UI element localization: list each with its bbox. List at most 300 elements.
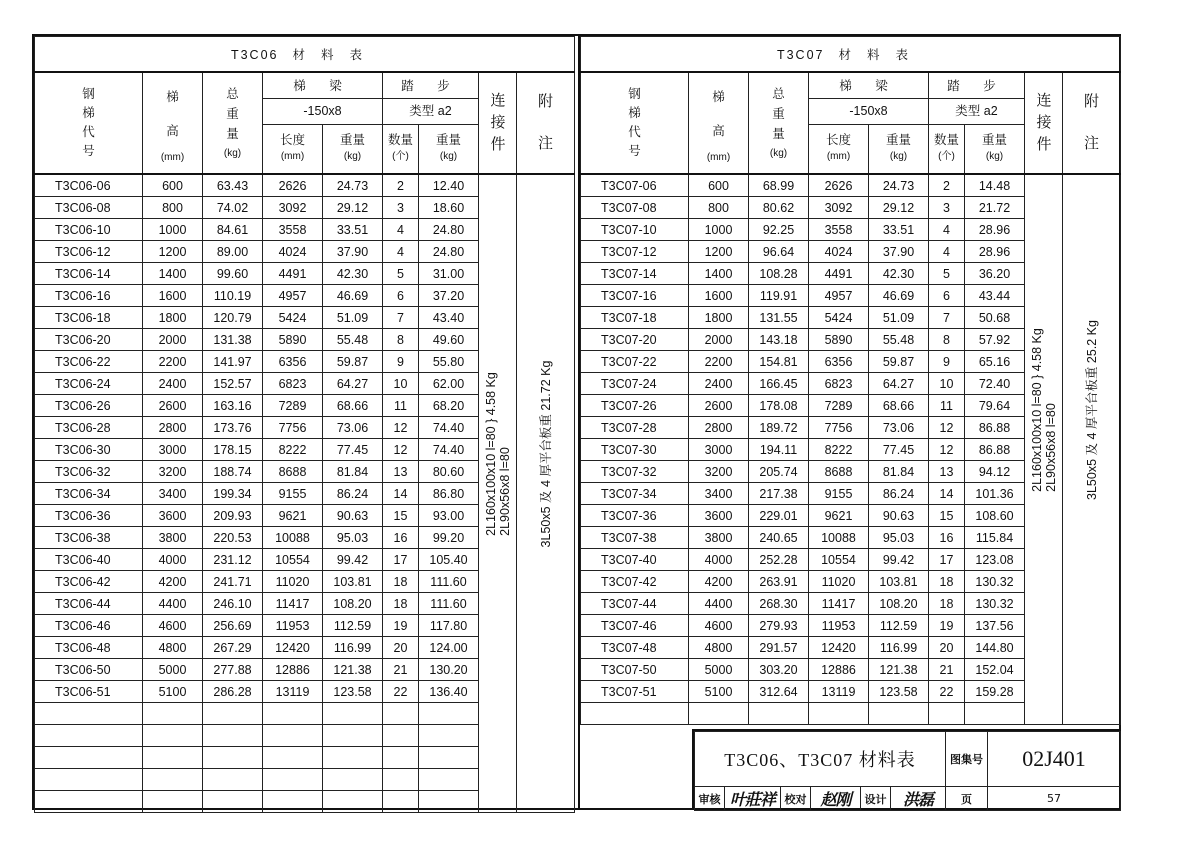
cell-step-weight: 124.00 bbox=[419, 637, 479, 659]
header-connector: 连接件 bbox=[1025, 72, 1063, 174]
note-cell bbox=[1063, 174, 1121, 725]
cell-beam-weight: 55.48 bbox=[323, 329, 383, 351]
cell-step-weight: 99.20 bbox=[419, 527, 479, 549]
cell-count: 8 bbox=[383, 329, 419, 351]
cell-count: 11 bbox=[929, 395, 965, 417]
cell-length: 3092 bbox=[809, 197, 869, 219]
cell-length: 4957 bbox=[809, 285, 869, 307]
cell-height: 1400 bbox=[689, 263, 749, 285]
cell-code: T3C06-26 bbox=[35, 395, 143, 417]
cell-code: T3C07-22 bbox=[581, 351, 689, 373]
cell-height: 1200 bbox=[689, 241, 749, 263]
cell-step-weight: 117.80 bbox=[419, 615, 479, 637]
cell-beam-weight: 86.24 bbox=[869, 483, 929, 505]
table-t3c06-container bbox=[34, 36, 575, 813]
cell-code: T3C07-24 bbox=[581, 373, 689, 395]
cell-step-weight: 115.84 bbox=[965, 527, 1025, 549]
cell-height: 3800 bbox=[689, 527, 749, 549]
cell-step-weight: 111.60 bbox=[419, 593, 479, 615]
cell-total-weight: 119.91 bbox=[749, 285, 809, 307]
cell-height: 1200 bbox=[143, 241, 203, 263]
cell-total-weight: 268.30 bbox=[749, 593, 809, 615]
table-title bbox=[35, 37, 575, 73]
cell-step-weight: 80.60 bbox=[419, 461, 479, 483]
note-cell bbox=[517, 174, 575, 813]
cell-beam-weight: 116.99 bbox=[323, 637, 383, 659]
cell-height: 1600 bbox=[143, 285, 203, 307]
cell-beam-weight: 77.45 bbox=[323, 439, 383, 461]
cell-count: 7 bbox=[383, 307, 419, 329]
cell-count: 17 bbox=[929, 549, 965, 571]
cell-code: T3C06-14 bbox=[35, 263, 143, 285]
cell-code: T3C07-20 bbox=[581, 329, 689, 351]
cell-code: T3C06-28 bbox=[35, 417, 143, 439]
cell-count: 19 bbox=[383, 615, 419, 637]
cell-height: 2600 bbox=[143, 395, 203, 417]
table-t3c07-container bbox=[580, 36, 1121, 725]
cell-code: T3C07-32 bbox=[581, 461, 689, 483]
table-row bbox=[581, 174, 1121, 197]
cell-step-weight: 50.68 bbox=[965, 307, 1025, 329]
cell-step-weight: 28.96 bbox=[965, 241, 1025, 263]
cell-count: 11 bbox=[383, 395, 419, 417]
check-label: 校对 bbox=[781, 787, 811, 811]
cell-count: 20 bbox=[383, 637, 419, 659]
cell-length: 2626 bbox=[263, 174, 323, 197]
table-row bbox=[35, 174, 575, 197]
cell-length: 12420 bbox=[809, 637, 869, 659]
cell-height: 3400 bbox=[689, 483, 749, 505]
cell-code: T3C07-10 bbox=[581, 219, 689, 241]
cell-code: T3C07-46 bbox=[581, 615, 689, 637]
cell-code: T3C07-28 bbox=[581, 417, 689, 439]
cell-height: 4200 bbox=[689, 571, 749, 593]
cell-count: 3 bbox=[383, 197, 419, 219]
cell-code: T3C06-46 bbox=[35, 615, 143, 637]
cell-total-weight: 220.53 bbox=[203, 527, 263, 549]
cell-step-weight: 62.00 bbox=[419, 373, 479, 395]
cell-code: T3C07-06 bbox=[581, 174, 689, 197]
cell-step-weight: 74.40 bbox=[419, 439, 479, 461]
cell-length: 3558 bbox=[263, 219, 323, 241]
cell-beam-weight: 37.90 bbox=[869, 241, 929, 263]
cell-beam-weight: 46.69 bbox=[323, 285, 383, 307]
design-label: 设计 bbox=[861, 787, 891, 811]
cell-count: 15 bbox=[383, 505, 419, 527]
material-table bbox=[580, 36, 1121, 725]
connector-text: 2L160x100x10 l=80 } 4.58 Kg bbox=[1029, 327, 1044, 492]
cell-height: 2000 bbox=[689, 329, 749, 351]
cell-length: 4024 bbox=[263, 241, 323, 263]
cell-length: 11020 bbox=[263, 571, 323, 593]
cell-total-weight: 68.99 bbox=[749, 174, 809, 197]
header-step: 踏 步 bbox=[929, 72, 1025, 98]
header-beam-weight: 重量 (kg) bbox=[869, 124, 929, 174]
cell-step-weight: 43.40 bbox=[419, 307, 479, 329]
cell-count: 19 bbox=[929, 615, 965, 637]
cell-beam-weight: 86.24 bbox=[323, 483, 383, 505]
cell-total-weight: 131.38 bbox=[203, 329, 263, 351]
cell-code: T3C06-12 bbox=[35, 241, 143, 263]
cell-step-weight: 111.60 bbox=[419, 571, 479, 593]
cell-total-weight: 205.74 bbox=[749, 461, 809, 483]
cell-beam-weight: 99.42 bbox=[323, 549, 383, 571]
cell-beam-weight: 123.58 bbox=[869, 681, 929, 703]
table-title-code: T3C06 bbox=[230, 48, 279, 62]
cell-count: 10 bbox=[929, 373, 965, 395]
review-signature: 叶莊祥 bbox=[725, 787, 781, 811]
cell-length: 10088 bbox=[263, 527, 323, 549]
header-connector: 连接件 bbox=[479, 72, 517, 174]
cell-step-weight: 152.04 bbox=[965, 659, 1025, 681]
header-beam-spec: -150x8 bbox=[809, 98, 929, 124]
table-title-code: T3C07 bbox=[776, 48, 825, 62]
cell-length: 7756 bbox=[263, 417, 323, 439]
cell-total-weight: 131.55 bbox=[749, 307, 809, 329]
cell-total-weight: 74.02 bbox=[203, 197, 263, 219]
cell-total-weight: 178.15 bbox=[203, 439, 263, 461]
cell-length: 8688 bbox=[263, 461, 323, 483]
cell-total-weight: 96.64 bbox=[749, 241, 809, 263]
cell-code: T3C07-51 bbox=[581, 681, 689, 703]
cell-beam-weight: 121.38 bbox=[323, 659, 383, 681]
cell-length: 9621 bbox=[263, 505, 323, 527]
cell-step-weight: 24.80 bbox=[419, 219, 479, 241]
cell-step-weight: 12.40 bbox=[419, 174, 479, 197]
cell-code: T3C07-12 bbox=[581, 241, 689, 263]
cell-total-weight: 286.28 bbox=[203, 681, 263, 703]
table-title-word: 材料表 bbox=[292, 48, 379, 62]
header-count: 数量 (个) bbox=[929, 124, 965, 174]
cell-height: 600 bbox=[689, 174, 749, 197]
cell-count: 4 bbox=[383, 241, 419, 263]
cell-beam-weight: 24.73 bbox=[323, 174, 383, 197]
cell-length: 11953 bbox=[263, 615, 323, 637]
header-step-spec: 类型 a2 bbox=[929, 98, 1025, 124]
cell-count: 13 bbox=[383, 461, 419, 483]
cell-count: 14 bbox=[383, 483, 419, 505]
cell-count: 2 bbox=[929, 174, 965, 197]
cell-height: 4200 bbox=[143, 571, 203, 593]
cell-beam-weight: 33.51 bbox=[869, 219, 929, 241]
cell-beam-weight: 90.63 bbox=[869, 505, 929, 527]
cell-count: 12 bbox=[383, 417, 419, 439]
cell-code: T3C06-10 bbox=[35, 219, 143, 241]
cell-count: 4 bbox=[929, 241, 965, 263]
cell-length: 7756 bbox=[809, 417, 869, 439]
cell-count: 5 bbox=[383, 263, 419, 285]
cell-length: 2626 bbox=[809, 174, 869, 197]
cell-height: 2000 bbox=[143, 329, 203, 351]
connector-cell bbox=[1025, 174, 1063, 725]
drawing-title: T3C06、T3C07 材料表 bbox=[695, 732, 946, 787]
cell-count: 21 bbox=[929, 659, 965, 681]
cell-count: 14 bbox=[929, 483, 965, 505]
cell-code: T3C06-48 bbox=[35, 637, 143, 659]
cell-step-weight: 130.32 bbox=[965, 593, 1025, 615]
cell-height: 5100 bbox=[689, 681, 749, 703]
header-length: 长度 (mm) bbox=[809, 124, 869, 174]
cell-count: 16 bbox=[383, 527, 419, 549]
cell-total-weight: 99.60 bbox=[203, 263, 263, 285]
header-beam-spec: -150x8 bbox=[263, 98, 383, 124]
connector-text-2: 2L90x56x8 l=80 bbox=[1043, 402, 1058, 492]
cell-total-weight: 256.69 bbox=[203, 615, 263, 637]
cell-beam-weight: 73.06 bbox=[869, 417, 929, 439]
header-beam: 梯 梁 bbox=[263, 72, 383, 98]
cell-total-weight: 312.64 bbox=[749, 681, 809, 703]
cell-total-weight: 163.16 bbox=[203, 395, 263, 417]
cell-total-weight: 291.57 bbox=[749, 637, 809, 659]
cell-total-weight: 279.93 bbox=[749, 615, 809, 637]
cell-height: 2200 bbox=[689, 351, 749, 373]
cell-total-weight: 241.71 bbox=[203, 571, 263, 593]
connector-text: 2L160x100x10 l=80 } 4.58 Kg bbox=[483, 371, 498, 536]
cell-height: 1600 bbox=[689, 285, 749, 307]
cell-total-weight: 173.76 bbox=[203, 417, 263, 439]
cell-length: 12886 bbox=[263, 659, 323, 681]
cell-beam-weight: 112.59 bbox=[323, 615, 383, 637]
cell-step-weight: 28.96 bbox=[965, 219, 1025, 241]
header-step-spec: 类型 a2 bbox=[383, 98, 479, 124]
header-beam-weight: 重量 (kg) bbox=[323, 124, 383, 174]
cell-length: 13119 bbox=[809, 681, 869, 703]
cell-length: 4491 bbox=[809, 263, 869, 285]
cell-height: 3200 bbox=[143, 461, 203, 483]
cell-code: T3C07-08 bbox=[581, 197, 689, 219]
cell-total-weight: 277.88 bbox=[203, 659, 263, 681]
cell-count: 18 bbox=[929, 571, 965, 593]
cell-count: 18 bbox=[383, 571, 419, 593]
cell-code: T3C06-50 bbox=[35, 659, 143, 681]
cell-step-weight: 136.40 bbox=[419, 681, 479, 703]
cell-height: 2800 bbox=[689, 417, 749, 439]
cell-code: T3C06-44 bbox=[35, 593, 143, 615]
cell-height: 5100 bbox=[143, 681, 203, 703]
cell-code: T3C06-38 bbox=[35, 527, 143, 549]
cell-code: T3C07-30 bbox=[581, 439, 689, 461]
cell-height: 4800 bbox=[143, 637, 203, 659]
cell-code: T3C07-40 bbox=[581, 549, 689, 571]
page-number: 57 bbox=[988, 787, 1121, 811]
cell-height: 1000 bbox=[689, 219, 749, 241]
cell-length: 10554 bbox=[809, 549, 869, 571]
cell-step-weight: 36.20 bbox=[965, 263, 1025, 285]
cell-code: T3C06-22 bbox=[35, 351, 143, 373]
cell-count: 9 bbox=[929, 351, 965, 373]
cell-code: T3C06-30 bbox=[35, 439, 143, 461]
cell-length: 13119 bbox=[263, 681, 323, 703]
cell-length: 8222 bbox=[809, 439, 869, 461]
cell-beam-weight: 108.20 bbox=[323, 593, 383, 615]
cell-code: T3C07-48 bbox=[581, 637, 689, 659]
cell-count: 4 bbox=[383, 219, 419, 241]
cell-total-weight: 120.79 bbox=[203, 307, 263, 329]
cell-code: T3C06-40 bbox=[35, 549, 143, 571]
header-code: 钢梯代号 bbox=[35, 72, 143, 174]
cell-code: T3C07-44 bbox=[581, 593, 689, 615]
cell-height: 2800 bbox=[143, 417, 203, 439]
cell-height: 4600 bbox=[689, 615, 749, 637]
cell-total-weight: 80.62 bbox=[749, 197, 809, 219]
cell-step-weight: 72.40 bbox=[965, 373, 1025, 395]
cell-beam-weight: 51.09 bbox=[323, 307, 383, 329]
cell-count: 20 bbox=[929, 637, 965, 659]
connector-cell bbox=[479, 174, 517, 813]
cell-code: T3C07-16 bbox=[581, 285, 689, 307]
cell-code: T3C06-18 bbox=[35, 307, 143, 329]
cell-height: 4800 bbox=[689, 637, 749, 659]
cell-code: T3C07-14 bbox=[581, 263, 689, 285]
cell-height: 3200 bbox=[689, 461, 749, 483]
cell-count: 21 bbox=[383, 659, 419, 681]
cell-step-weight: 24.80 bbox=[419, 241, 479, 263]
header-note: 附注 bbox=[517, 72, 575, 174]
cell-height: 3000 bbox=[689, 439, 749, 461]
header-length: 长度 (mm) bbox=[263, 124, 323, 174]
material-table bbox=[34, 36, 575, 813]
cell-step-weight: 21.72 bbox=[965, 197, 1025, 219]
cell-length: 7289 bbox=[263, 395, 323, 417]
cell-total-weight: 110.19 bbox=[203, 285, 263, 307]
cell-step-weight: 130.20 bbox=[419, 659, 479, 681]
cell-step-weight: 93.00 bbox=[419, 505, 479, 527]
cell-height: 4600 bbox=[143, 615, 203, 637]
cell-total-weight: 209.93 bbox=[203, 505, 263, 527]
cell-beam-weight: 73.06 bbox=[323, 417, 383, 439]
cell-height: 3800 bbox=[143, 527, 203, 549]
cell-total-weight: 143.18 bbox=[749, 329, 809, 351]
cell-beam-weight: 68.66 bbox=[869, 395, 929, 417]
cell-code: T3C07-42 bbox=[581, 571, 689, 593]
cell-length: 12886 bbox=[809, 659, 869, 681]
cell-height: 2600 bbox=[689, 395, 749, 417]
cell-step-weight: 57.92 bbox=[965, 329, 1025, 351]
check-signature: 赵刚 bbox=[811, 787, 861, 811]
cell-beam-weight: 68.66 bbox=[323, 395, 383, 417]
cell-count: 16 bbox=[929, 527, 965, 549]
cell-beam-weight: 33.51 bbox=[323, 219, 383, 241]
cell-step-weight: 49.60 bbox=[419, 329, 479, 351]
cell-code: T3C07-38 bbox=[581, 527, 689, 549]
cell-total-weight: 194.11 bbox=[749, 439, 809, 461]
header-code: 钢梯代号 bbox=[581, 72, 689, 174]
cell-step-weight: 68.20 bbox=[419, 395, 479, 417]
note-text: 3L50x5 及 4 厚平台板重 21.72 Kg bbox=[538, 360, 553, 547]
cell-height: 800 bbox=[689, 197, 749, 219]
cell-beam-weight: 121.38 bbox=[869, 659, 929, 681]
cell-count: 6 bbox=[929, 285, 965, 307]
page-label: 页 bbox=[946, 787, 988, 811]
cell-code: T3C06-42 bbox=[35, 571, 143, 593]
cell-height: 1000 bbox=[143, 219, 203, 241]
cell-length: 4957 bbox=[263, 285, 323, 307]
cell-length: 4491 bbox=[263, 263, 323, 285]
header-note: 附注 bbox=[1063, 72, 1121, 174]
cell-count: 12 bbox=[929, 417, 965, 439]
cell-height: 4400 bbox=[143, 593, 203, 615]
cell-length: 6356 bbox=[809, 351, 869, 373]
cell-code: T3C07-34 bbox=[581, 483, 689, 505]
cell-total-weight: 199.34 bbox=[203, 483, 263, 505]
title-block bbox=[692, 729, 1121, 810]
cell-beam-weight: 95.03 bbox=[869, 527, 929, 549]
cell-count: 10 bbox=[383, 373, 419, 395]
cell-beam-weight: 99.42 bbox=[869, 549, 929, 571]
cell-code: T3C06-32 bbox=[35, 461, 143, 483]
cell-step-weight: 86.88 bbox=[965, 439, 1025, 461]
cell-length: 5424 bbox=[809, 307, 869, 329]
cell-height: 800 bbox=[143, 197, 203, 219]
cell-total-weight: 263.91 bbox=[749, 571, 809, 593]
cell-height: 4000 bbox=[143, 549, 203, 571]
cell-beam-weight: 64.27 bbox=[869, 373, 929, 395]
cell-total-weight: 267.29 bbox=[203, 637, 263, 659]
cell-height: 5000 bbox=[143, 659, 203, 681]
cell-count: 5 bbox=[929, 263, 965, 285]
cell-beam-weight: 90.63 bbox=[323, 505, 383, 527]
cell-length: 11417 bbox=[263, 593, 323, 615]
cell-length: 5890 bbox=[263, 329, 323, 351]
cell-beam-weight: 24.73 bbox=[869, 174, 929, 197]
cell-count: 13 bbox=[929, 461, 965, 483]
header-total-weight: 总重量 (kg) bbox=[203, 72, 263, 174]
cell-code: T3C07-50 bbox=[581, 659, 689, 681]
atlas-label: 图集号 bbox=[946, 732, 988, 787]
cell-length: 6823 bbox=[809, 373, 869, 395]
cell-total-weight: 166.45 bbox=[749, 373, 809, 395]
cell-code: T3C07-18 bbox=[581, 307, 689, 329]
cell-total-weight: 189.72 bbox=[749, 417, 809, 439]
cell-height: 1800 bbox=[143, 307, 203, 329]
cell-step-weight: 74.40 bbox=[419, 417, 479, 439]
cell-beam-weight: 81.84 bbox=[869, 461, 929, 483]
cell-beam-weight: 37.90 bbox=[323, 241, 383, 263]
cell-length: 12420 bbox=[263, 637, 323, 659]
design-signature: 洪磊 bbox=[891, 787, 946, 811]
cell-beam-weight: 123.58 bbox=[323, 681, 383, 703]
cell-total-weight: 246.10 bbox=[203, 593, 263, 615]
cell-step-weight: 86.88 bbox=[965, 417, 1025, 439]
cell-step-weight: 159.28 bbox=[965, 681, 1025, 703]
cell-total-weight: 84.61 bbox=[203, 219, 263, 241]
cell-step-weight: 105.40 bbox=[419, 549, 479, 571]
cell-length: 10554 bbox=[263, 549, 323, 571]
cell-count: 15 bbox=[929, 505, 965, 527]
cell-beam-weight: 55.48 bbox=[869, 329, 929, 351]
cell-step-weight: 101.36 bbox=[965, 483, 1025, 505]
cell-step-weight: 43.44 bbox=[965, 285, 1025, 307]
cell-code: T3C06-06 bbox=[35, 174, 143, 197]
cell-length: 7289 bbox=[809, 395, 869, 417]
cell-code: T3C06-34 bbox=[35, 483, 143, 505]
cell-total-weight: 178.08 bbox=[749, 395, 809, 417]
cell-total-weight: 92.25 bbox=[749, 219, 809, 241]
cell-beam-weight: 42.30 bbox=[323, 263, 383, 285]
cell-beam-weight: 112.59 bbox=[869, 615, 929, 637]
cell-step-weight: 86.80 bbox=[419, 483, 479, 505]
cell-step-weight: 130.32 bbox=[965, 571, 1025, 593]
cell-code: T3C06-08 bbox=[35, 197, 143, 219]
cell-length: 9621 bbox=[809, 505, 869, 527]
cell-step-weight: 137.56 bbox=[965, 615, 1025, 637]
cell-length: 8688 bbox=[809, 461, 869, 483]
cell-height: 4000 bbox=[689, 549, 749, 571]
header-step: 踏 步 bbox=[383, 72, 479, 98]
table-title-word: 材料表 bbox=[838, 48, 925, 62]
cell-total-weight: 152.57 bbox=[203, 373, 263, 395]
cell-code: T3C07-26 bbox=[581, 395, 689, 417]
